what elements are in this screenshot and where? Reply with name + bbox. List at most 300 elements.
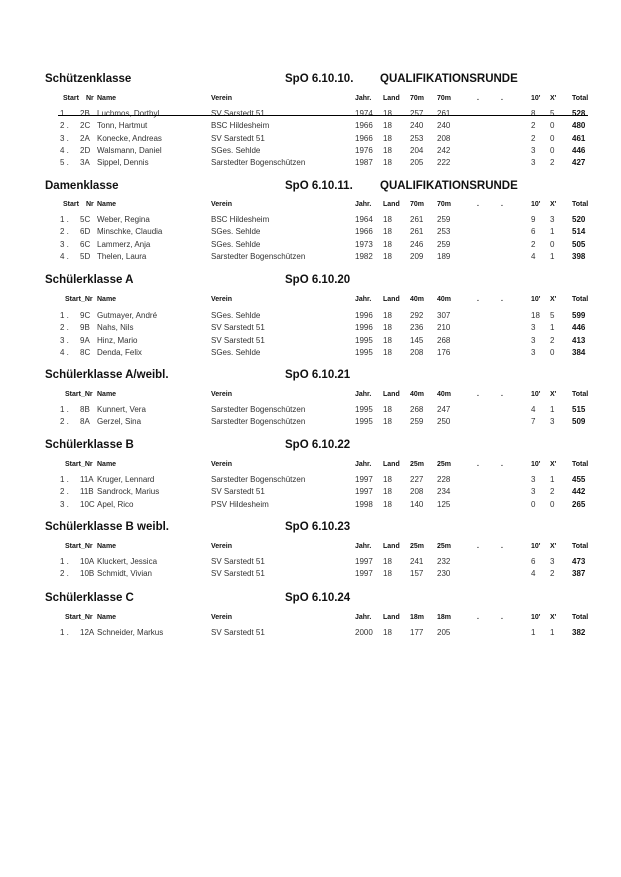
header-nr: Nr bbox=[86, 201, 94, 208]
land-value: 18 bbox=[383, 499, 392, 509]
header-x: X' bbox=[550, 296, 557, 303]
tens-count: 18 bbox=[531, 311, 540, 320]
athlete-name: Weber, Regina bbox=[97, 215, 150, 224]
tens-count: 4 bbox=[531, 569, 536, 579]
tens-count: 3 bbox=[531, 475, 536, 484]
round-2-score: 125 bbox=[437, 499, 451, 509]
birth-year: 1996 bbox=[355, 311, 373, 320]
start-number: 2A bbox=[80, 133, 90, 143]
land-value: 18 bbox=[383, 475, 392, 484]
club-name: SGes. Sehlde bbox=[211, 311, 261, 320]
birth-year: 1997 bbox=[355, 557, 373, 566]
club-name: Sarstedter Bogenschützen bbox=[211, 158, 306, 168]
x-count: 0 bbox=[550, 121, 555, 131]
section-title: Schülerklasse A bbox=[45, 274, 134, 286]
round-2-score: 189 bbox=[437, 251, 451, 261]
land-value: 18 bbox=[383, 323, 392, 333]
land-value: 18 bbox=[383, 121, 392, 131]
start-number: 8A bbox=[80, 417, 90, 427]
birth-year: 1998 bbox=[355, 499, 373, 509]
total-score: 446 bbox=[572, 323, 586, 333]
athlete-name: Kunnert, Vera bbox=[97, 405, 146, 414]
athlete-name: Kruger, Lennard bbox=[97, 475, 155, 484]
athlete-name: Luchmos, Dorthyl bbox=[97, 109, 160, 118]
athlete-name: Sandrock, Marius bbox=[97, 487, 160, 497]
header-x: X' bbox=[550, 201, 557, 208]
total-score: 384 bbox=[572, 347, 586, 357]
athlete-name: Thelen, Laura bbox=[97, 251, 147, 261]
row-number: 3 . bbox=[60, 499, 69, 509]
header-jahr: Jahr. bbox=[355, 296, 372, 303]
start-number: 8B bbox=[80, 405, 90, 414]
club-name: SV Sarstedt 51 bbox=[211, 109, 265, 118]
round-2-score: 230 bbox=[437, 569, 451, 579]
birth-year: 1997 bbox=[355, 475, 373, 484]
section-title: Schülerklasse B bbox=[45, 439, 134, 451]
birth-year: 1995 bbox=[355, 335, 373, 345]
x-count: 3 bbox=[550, 557, 555, 566]
round-1-score: 253 bbox=[410, 133, 424, 143]
header-start-nr: Start_Nr bbox=[65, 461, 93, 468]
row-number: 2 . bbox=[60, 569, 69, 579]
club-name: BSC Hildesheim bbox=[211, 215, 270, 224]
start-number: 6C bbox=[80, 239, 91, 249]
round-1-score: 209 bbox=[410, 251, 424, 261]
birth-year: 1966 bbox=[355, 121, 373, 131]
athlete-name: Gerzel, Sina bbox=[97, 417, 142, 427]
header-x: X' bbox=[550, 95, 557, 102]
athlete-name: Schmidt, Vivian bbox=[97, 569, 152, 579]
birth-year: 1982 bbox=[355, 251, 373, 261]
row-number: 3 . bbox=[60, 335, 69, 345]
tens-count: 7 bbox=[531, 417, 536, 427]
x-count: 2 bbox=[550, 158, 555, 168]
header-verein: Verein bbox=[211, 461, 233, 468]
x-count: 0 bbox=[550, 347, 555, 357]
tens-count: 2 bbox=[531, 121, 536, 131]
birth-year: 1966 bbox=[355, 133, 373, 143]
birth-year: 1974 bbox=[355, 109, 373, 118]
header-dist-1: 40m bbox=[410, 391, 425, 398]
header-tens: 10' bbox=[531, 461, 541, 468]
header-verein: Verein bbox=[211, 391, 233, 398]
table-header bbox=[0, 296, 621, 308]
round-1-score: 241 bbox=[410, 557, 424, 566]
round-1-score: 208 bbox=[410, 487, 424, 497]
birth-year: 1997 bbox=[355, 569, 373, 579]
header-tens: 10' bbox=[531, 95, 541, 102]
header-dist-2: 40m bbox=[437, 391, 452, 398]
round-2-score: 222 bbox=[437, 158, 451, 168]
athlete-name: Hinz, Mario bbox=[97, 335, 138, 345]
start-number: 10B bbox=[80, 569, 95, 579]
header-dist-2: 70m bbox=[437, 95, 452, 102]
header-x: X' bbox=[550, 391, 557, 398]
birth-year: 1997 bbox=[355, 487, 373, 497]
start-number: 5D bbox=[80, 251, 91, 261]
club-name: SGes. Sehlde bbox=[211, 227, 261, 237]
x-count: 5 bbox=[550, 311, 555, 320]
header-tens: 10' bbox=[531, 391, 541, 398]
table-row bbox=[0, 557, 621, 569]
athlete-name: Lammerz, Anja bbox=[97, 239, 151, 249]
header-verein: Verein bbox=[211, 543, 233, 550]
table-row bbox=[0, 134, 621, 146]
land-value: 18 bbox=[383, 133, 392, 143]
round-2-score: 208 bbox=[437, 133, 451, 143]
tens-count: 3 bbox=[531, 487, 536, 497]
x-count: 1 bbox=[550, 227, 555, 237]
land-value: 18 bbox=[383, 417, 392, 427]
header-dot: . bbox=[501, 461, 503, 468]
header-start-nr: Start_Nr bbox=[65, 296, 93, 303]
header-total: Total bbox=[572, 201, 589, 208]
round-1-score: 157 bbox=[410, 569, 424, 579]
land-value: 18 bbox=[383, 628, 392, 637]
tens-count: 9 bbox=[531, 215, 536, 224]
table-row bbox=[0, 109, 621, 121]
athlete-name: Gutmayer, André bbox=[97, 311, 158, 320]
header-tens: 10' bbox=[531, 614, 541, 621]
tens-count: 4 bbox=[531, 405, 536, 414]
x-count: 1 bbox=[550, 405, 555, 414]
tens-count: 3 bbox=[531, 158, 536, 168]
athlete-name: Kluckert, Jessica bbox=[97, 557, 158, 566]
header-jahr: Jahr. bbox=[355, 391, 372, 398]
table-row bbox=[0, 475, 621, 487]
header-dot: . bbox=[477, 461, 479, 468]
table-row bbox=[0, 500, 621, 512]
header-dot: . bbox=[477, 296, 479, 303]
land-value: 18 bbox=[383, 487, 392, 497]
table-row bbox=[0, 146, 621, 158]
start-number: 11B bbox=[80, 487, 94, 497]
table-row bbox=[0, 252, 621, 264]
start-number: 5C bbox=[80, 215, 91, 224]
athlete-name: Konecke, Andreas bbox=[97, 133, 162, 143]
total-score: 265 bbox=[572, 499, 586, 509]
round-1-score: 236 bbox=[410, 323, 424, 333]
header-dist-2: 40m bbox=[437, 296, 452, 303]
athlete-name: Sippel, Dennis bbox=[97, 158, 149, 168]
tens-count: 1 bbox=[531, 628, 536, 637]
header-dist-1: 70m bbox=[410, 95, 425, 102]
table-header bbox=[0, 95, 621, 107]
row-number: 1 . bbox=[60, 109, 69, 118]
x-count: 2 bbox=[550, 335, 555, 345]
tens-count: 6 bbox=[531, 557, 536, 566]
x-count: 5 bbox=[550, 109, 555, 118]
birth-year: 1995 bbox=[355, 417, 373, 427]
club-name: Sarstedter Bogenschützen bbox=[211, 251, 306, 261]
land-value: 18 bbox=[383, 239, 392, 249]
round-2-score: 234 bbox=[437, 487, 451, 497]
start-number: 8C bbox=[80, 347, 91, 357]
land-value: 18 bbox=[383, 335, 392, 345]
club-name: SV Sarstedt 51 bbox=[211, 133, 265, 143]
round-1-score: 227 bbox=[410, 475, 424, 484]
tens-count: 3 bbox=[531, 347, 536, 357]
club-name: SV Sarstedt 51 bbox=[211, 323, 265, 333]
x-count: 2 bbox=[550, 569, 555, 579]
club-name: Sarstedter Bogenschützen bbox=[211, 405, 306, 414]
header-dot: . bbox=[477, 543, 479, 550]
header-name: Name bbox=[97, 391, 117, 398]
start-number: 12A bbox=[80, 628, 95, 637]
round-2-score: 176 bbox=[437, 347, 451, 357]
header-land: Land bbox=[383, 296, 400, 303]
header-total: Total bbox=[572, 296, 589, 303]
x-count: 3 bbox=[550, 417, 555, 427]
land-value: 18 bbox=[383, 109, 392, 118]
athlete-name: Minschke, Claudia bbox=[97, 227, 163, 237]
header-dist-1: 25m bbox=[410, 543, 425, 550]
round-2-score: 253 bbox=[437, 227, 451, 237]
start-number: 10C bbox=[80, 499, 95, 509]
x-count: 0 bbox=[550, 499, 555, 509]
header-land: Land bbox=[383, 543, 400, 550]
header-verein: Verein bbox=[211, 95, 233, 102]
round-1-score: 204 bbox=[410, 145, 424, 155]
club-name: SV Sarstedt 51 bbox=[211, 335, 265, 345]
club-name: SV Sarstedt 51 bbox=[211, 487, 265, 497]
table-row bbox=[0, 628, 621, 640]
header-name: Name bbox=[97, 461, 117, 468]
table-header bbox=[0, 614, 621, 626]
x-count: 1 bbox=[550, 323, 555, 333]
table-header bbox=[0, 543, 621, 555]
header-tens: 10' bbox=[531, 296, 541, 303]
round-2-score: 232 bbox=[437, 557, 451, 566]
row-number: 4 . bbox=[60, 145, 69, 155]
round-2-score: 261 bbox=[437, 109, 451, 118]
header-tens: 10' bbox=[531, 201, 541, 208]
header-land: Land bbox=[383, 201, 400, 208]
header-dot: . bbox=[477, 391, 479, 398]
section-spo: SpO 6.10.23 bbox=[285, 521, 351, 533]
row-number: 3 . bbox=[60, 239, 69, 249]
header-dot: . bbox=[477, 95, 479, 102]
row-number: 4 . bbox=[60, 347, 69, 357]
header-jahr: Jahr. bbox=[355, 95, 372, 102]
section-spo: SpO 6.10.24 bbox=[285, 592, 351, 604]
round-2-score: 205 bbox=[437, 628, 451, 637]
x-count: 1 bbox=[550, 251, 555, 261]
header-x: X' bbox=[550, 614, 557, 621]
land-value: 18 bbox=[383, 227, 392, 237]
total-score: 509 bbox=[572, 417, 586, 427]
birth-year: 1966 bbox=[355, 227, 373, 237]
row-number: 1 . bbox=[60, 557, 69, 566]
total-score: 461 bbox=[572, 133, 586, 143]
header-total: Total bbox=[572, 543, 589, 550]
section-spo: SpO 6.10.22 bbox=[285, 439, 351, 451]
start-number: 2C bbox=[80, 121, 91, 131]
tens-count: 3 bbox=[531, 145, 536, 155]
athlete-name: Walsmann, Daniel bbox=[97, 145, 162, 155]
tens-count: 3 bbox=[531, 335, 536, 345]
section-title: Damenklasse bbox=[45, 180, 119, 192]
header-dot: . bbox=[501, 95, 503, 102]
header-dot: . bbox=[501, 201, 503, 208]
land-value: 18 bbox=[383, 215, 392, 224]
table-row bbox=[0, 336, 621, 348]
header-land: Land bbox=[383, 461, 400, 468]
round-1-score: 240 bbox=[410, 121, 424, 131]
header-dist-2: 25m bbox=[437, 543, 452, 550]
total-score: 387 bbox=[572, 569, 586, 579]
round-1-score: 145 bbox=[410, 335, 424, 345]
strikethrough-line bbox=[58, 115, 588, 116]
table-row bbox=[0, 569, 621, 581]
row-number: 2 . bbox=[60, 323, 69, 333]
row-number: 1 . bbox=[60, 475, 69, 484]
header-start-nr: Start_Nr bbox=[65, 543, 93, 550]
header-verein: Verein bbox=[211, 201, 233, 208]
header-land: Land bbox=[383, 391, 400, 398]
tens-count: 0 bbox=[531, 499, 536, 509]
total-score: 413 bbox=[572, 335, 586, 345]
header-name: Name bbox=[97, 201, 117, 208]
athlete-name: Schneider, Markus bbox=[97, 628, 164, 637]
table-row bbox=[0, 158, 621, 170]
table-header bbox=[0, 461, 621, 473]
x-count: 0 bbox=[550, 239, 555, 249]
round-1-score: 140 bbox=[410, 499, 424, 509]
total-score: 514 bbox=[572, 227, 586, 237]
table-header bbox=[0, 391, 621, 403]
header-dist-1: 25m bbox=[410, 461, 425, 468]
start-number: 2D bbox=[80, 145, 91, 155]
section-title: Schülerklasse B weibl. bbox=[45, 521, 170, 533]
header-dot: . bbox=[501, 543, 503, 550]
tens-count: 2 bbox=[531, 133, 536, 143]
header-start: Start bbox=[63, 201, 79, 208]
row-number: 2 . bbox=[60, 121, 69, 131]
row-number: 2 . bbox=[60, 227, 69, 237]
start-number: 9A bbox=[80, 335, 90, 345]
land-value: 18 bbox=[383, 311, 392, 320]
tens-count: 3 bbox=[531, 323, 536, 333]
table-row bbox=[0, 227, 621, 239]
club-name: SV Sarstedt 51 bbox=[211, 628, 265, 637]
land-value: 18 bbox=[383, 145, 392, 155]
header-total: Total bbox=[572, 461, 589, 468]
header-dist-2: 25m bbox=[437, 461, 452, 468]
land-value: 18 bbox=[383, 569, 392, 579]
header-jahr: Jahr. bbox=[355, 543, 372, 550]
table-row bbox=[0, 348, 621, 360]
row-number: 2 . bbox=[60, 487, 69, 497]
row-number: 1 . bbox=[60, 628, 69, 637]
section-spo: SpO 6.10.20 bbox=[285, 274, 351, 286]
header-total: Total bbox=[572, 614, 589, 621]
total-score: 382 bbox=[572, 628, 586, 637]
x-count: 1 bbox=[550, 628, 555, 637]
row-number: 2 . bbox=[60, 417, 69, 427]
header-dist-2: 70m bbox=[437, 201, 452, 208]
table-row bbox=[0, 405, 621, 417]
section-spo: SpO 6.10.11. bbox=[285, 180, 353, 192]
round-2-score: 268 bbox=[437, 335, 451, 345]
header-start: Start bbox=[63, 95, 79, 102]
header-verein: Verein bbox=[211, 614, 233, 621]
birth-year: 1973 bbox=[355, 239, 373, 249]
section-title: Schützenklasse bbox=[45, 73, 132, 85]
round-2-score: 259 bbox=[437, 239, 451, 249]
club-name: SGes. Sehlde bbox=[211, 239, 261, 249]
section-title: Schülerklasse C bbox=[45, 592, 134, 604]
round-1-score: 177 bbox=[410, 628, 424, 637]
header-name: Name bbox=[97, 614, 117, 621]
row-number: 3 . bbox=[60, 133, 69, 143]
start-number: 9C bbox=[80, 311, 91, 320]
table-row bbox=[0, 487, 621, 499]
header-dot: . bbox=[501, 391, 503, 398]
round-2-score: 259 bbox=[437, 215, 451, 224]
total-score: 398 bbox=[572, 251, 586, 261]
x-count: 1 bbox=[550, 475, 555, 484]
section-spo: SpO 6.10.10. bbox=[285, 73, 354, 85]
birth-year: 1987 bbox=[355, 158, 373, 168]
section-title: Schülerklasse A/weibl. bbox=[45, 369, 169, 381]
header-dist-1: 18m bbox=[410, 614, 425, 621]
table-row bbox=[0, 121, 621, 133]
club-name: BSC Hildesheim bbox=[211, 121, 270, 131]
start-number: 3A bbox=[80, 158, 90, 168]
total-score: 442 bbox=[572, 487, 586, 497]
total-score: 480 bbox=[572, 121, 586, 131]
total-score: 446 bbox=[572, 145, 586, 155]
tens-count: 6 bbox=[531, 227, 536, 237]
round-2-score: 240 bbox=[437, 121, 451, 131]
round-1-score: 246 bbox=[410, 239, 424, 249]
land-value: 18 bbox=[383, 347, 392, 357]
header-dot: . bbox=[501, 296, 503, 303]
header-jahr: Jahr. bbox=[355, 614, 372, 621]
round-2-score: 307 bbox=[437, 311, 451, 320]
x-count: 0 bbox=[550, 145, 555, 155]
header-verein: Verein bbox=[211, 296, 233, 303]
athlete-name: Denda, Felix bbox=[97, 347, 142, 357]
club-name: Sarstedter Bogenschützen bbox=[211, 417, 306, 427]
table-row bbox=[0, 311, 621, 323]
x-count: 3 bbox=[550, 215, 555, 224]
header-dist-2: 18m bbox=[437, 614, 452, 621]
header-nr: Nr bbox=[86, 95, 94, 102]
round-1-score: 257 bbox=[410, 109, 424, 118]
table-row bbox=[0, 417, 621, 429]
header-dot: . bbox=[477, 614, 479, 621]
header-dot: . bbox=[501, 614, 503, 621]
round-2-score: 228 bbox=[437, 475, 451, 484]
round-1-score: 208 bbox=[410, 347, 424, 357]
birth-year: 1995 bbox=[355, 405, 373, 414]
start-number: 6D bbox=[80, 227, 91, 237]
section-round: QUALIFIKATIONSRUNDE bbox=[380, 180, 518, 192]
header-dist-1: 70m bbox=[410, 201, 425, 208]
birth-year: 1995 bbox=[355, 347, 373, 357]
total-score: 427 bbox=[572, 158, 586, 168]
land-value: 18 bbox=[383, 557, 392, 566]
round-2-score: 242 bbox=[437, 145, 451, 155]
header-x: X' bbox=[550, 543, 557, 550]
header-start-nr: Start_Nr bbox=[65, 391, 93, 398]
table-row bbox=[0, 215, 621, 227]
header-land: Land bbox=[383, 95, 400, 102]
round-2-score: 250 bbox=[437, 417, 451, 427]
header-jahr: Jahr. bbox=[355, 461, 372, 468]
